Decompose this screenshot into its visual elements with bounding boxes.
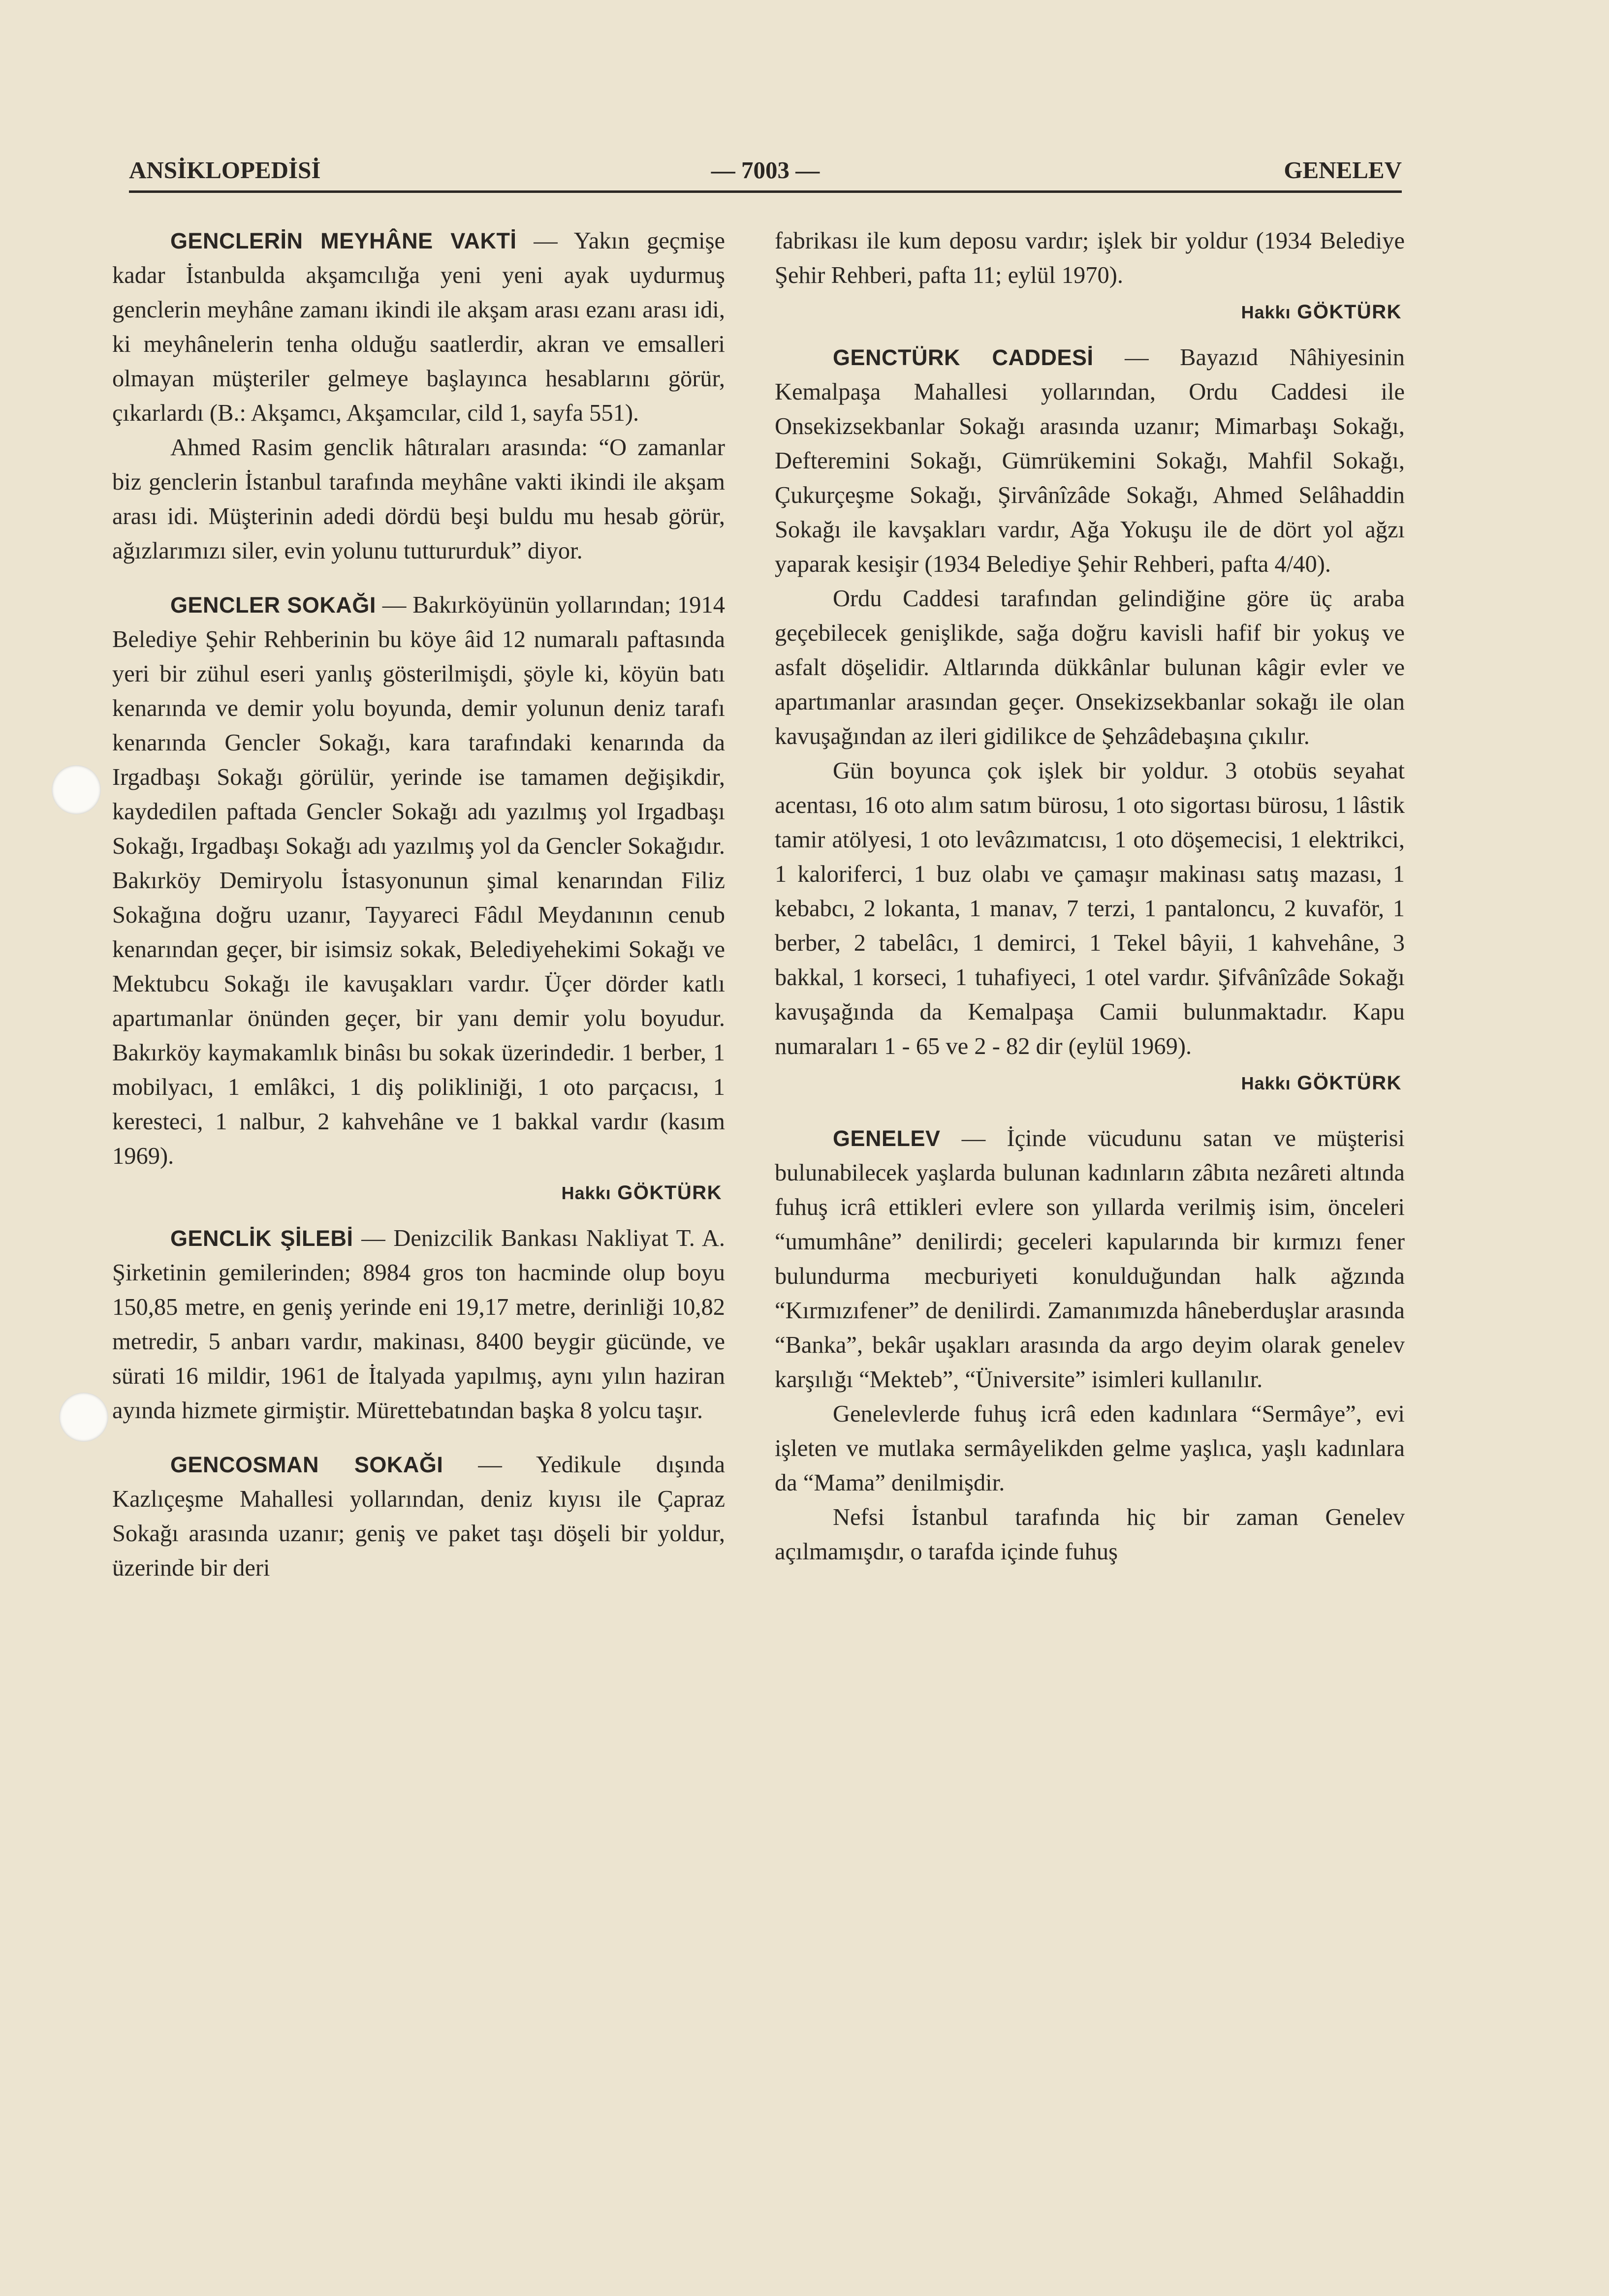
entry-text: — Bakırköyünün yollarından; 1914 Belediye Şehir Rehberinin bu köye âid 12 numaralı paftasında yeri bir zühul eseri yanlış gösterilmişdi, şöyle ki, köyün batı kenarında ve demir yolu boyunda, demir yolunun deniz tarafı kenarında Gencler Sokağı, kara tarafındaki kenarında da Irgadbaşı Sokağı görülür, yerinde ise tamamen değişikdir, kaydedilen paftada Gencler Sokağı adı yazılmış yol Irgadbaşı Sokağı, Irgadbaşı Sokağı adı yazılmış yol da Gencler Sokağıdır. Bakırköy Demiryolu İstasyonunun şimal kenarından Filiz Sokağına doğru uzanır, Tayyareci Fâdıl Meydanının cenub kenarından geçer, bir isimsiz sokak, Belediyehekimi Sokağı ve Mektubcu Sokağı ile kavuşakları vardır. Üçer dörder katlı apartımanlar önünden geçer, bir yanı demir yolu boyudur. Bakırköy kaymakamlık binâsı bu sokak üzerindedir. 1 berber, 1 mobilyacı, 1 emlâkci, 1 diş polikliniği, 1 oto parçacısı, 1 keresteci, 1 nalbur, 2 kahvehâne ve 1 bakkal vardır (kasım 1969). bbox=[112, 592, 725, 1169]
entry-gencosman-sokagi bbox=[112, 1448, 725, 1585]
headword: GENCLERİN MEYHÂNE VAKTİ bbox=[170, 228, 517, 253]
left-column bbox=[112, 224, 725, 1585]
entry-paragraph: Ordu Caddesi tarafından gelindiğine göre üç araba geçebilecek genişlikde, sağa doğru kavisli hafif bir yokuş ve asfalt döşelidir. Altlarında dükkânlar bulunan kâgir evler ve apartımanlar arasından geçer. Onsekizsekbanlar sokağı ile olan kavuşağından az ileri gidilikce de Şehzâdebaşına çıkılır. bbox=[775, 586, 1405, 749]
headword: GENCLER SOKAĞI bbox=[170, 592, 376, 618]
entry-paragraph: Nefsi İstanbul tarafında hiç bir zaman Genelev açılmamışdır, o tarafda içinde fuhuş bbox=[775, 1504, 1405, 1565]
entry-genclik-silebi bbox=[112, 1221, 725, 1428]
entry-text: fabrikası ile kum deposu vardır; işlek bir yoldur (1934 Belediye Şehir Rehberi, pafta 11; eylül 1970). bbox=[775, 228, 1405, 288]
headword: GENCTÜRK CADDESİ bbox=[833, 345, 1094, 370]
entry-genelev bbox=[775, 1121, 1405, 1569]
entry-paragraph: Genelevlerde fuhuş icrâ eden kadınlara “Sermâye”, evi işleten ve mutlaka sermâyelikden gelme yaşlıca, yaşlı kadınlara da “Mama” denilmişdir. bbox=[775, 1401, 1405, 1496]
header-title: ANSİKLOPEDİSİ bbox=[129, 156, 321, 184]
entry-text: — Yakın geçmişe kadar İstanbulda akşamcılığa yeni yeni ayak uydurmuş genclerin meyhâne zamanı ikindi ile akşam arası ezanı arası idi, ki meyhânelerin tenha olduğu saatlerdir, akran ve emsalleri olmayan müşteriler gelmeye başlayınca hesablarını görür, çıkarlardı (B.: Akşamcı, Akşamcılar, cild 1, sayfa 551). bbox=[112, 228, 726, 426]
entry-text: — İçinde vücudunu satan ve müşterisi bulunabilecek yaşlarda bulunan kadınların zâbıta nezâreti altında fuhuş icrâ ettikleri evlere son yıllarda verilmiş isim, önceleri “umumhâne” denilirdi; geceleri kapularında bir kırmızı fener bulundurma mecburiyeti konulduğundan halk ağzında “Kırmızıfener” de denilirdi. Zamanımızda hâneberduşlar arasında “Banka”, bekâr uşakları arasında da argo deyim olarak genelev karşılığı “Mekteb”, “Üniversite” isimleri kullanılır. bbox=[775, 1125, 1405, 1393]
headword: GENCLİK ŞİLEBİ bbox=[170, 1226, 353, 1251]
headword: GENCOSMAN SOKAĞI bbox=[170, 1452, 443, 1477]
entry-text: — Yedikule dışında Kazlıçeşme Mahallesi yollarından, deniz kıyısı ile Çapraz Sokağı arasında uzanır; geniş ve paket taşı döşeli bir yoldur, üzerinde bir deri bbox=[112, 1452, 725, 1581]
punch-hole-bottom bbox=[59, 1393, 108, 1442]
entry-paragraph: Gün boyunca çok işlek bir yoldur. 3 otobüs seyahat acentası, 16 oto alım satım bürosu, 1 oto sigortası bürosu, 1 lâstik tamir atölyesi, 1 oto levâzımatcısı, 1 oto döşemecisi, 1 elektrikci, 1 kaloriferci, 1 buz olabı ve çamaşır makinası satış mazası, 1 kebabcı, 2 lokanta, 1 manav, 7 terzi, 1 pantaloncu, 2 kuvaför, 1 berber, 2 tabelâcı, 1 demirci, 1 Tekel bâyii, 1 kahvehâne, 3 bakkal, 1 korseci, 1 tuhafiyeci, 1 otel vardır. Şifvânîzâde Sokağı kavuşağında da Kemalpaşa Camii bulunmaktadır. Kapu numaraları 1 - 65 ve 2 - 82 dir (eylül 1969). bbox=[775, 758, 1405, 1059]
entry-text: — Denizcilik Bankası Nakliyat T. A. Şirketinin gemilerinden; 8984 gros ton hacminde olup boyu 150,85 metre, en geniş yerinde eni 19,17 metre, derinliği 10,82 metredir, 5 anbarı vardır, makinası, 8400 beygir gücünde, ve sürati 16 mildir, 1961 de İtalyada yapılmış, aynı yılın haziran ayında hizmete girmiştir. Mürettebatından başka 8 yolcu taşır. bbox=[112, 1225, 725, 1424]
punch-hole-top bbox=[52, 765, 101, 814]
author-signature: Hakkı GÖKTÜRK bbox=[1241, 1072, 1402, 1094]
right-column bbox=[775, 224, 1405, 1569]
entry-paragraph: Ahmed Rasim genclik hâtıraları arasında: “O zamanlar biz genclerin İstanbul tarafında meyhâne vakti ikindi ile akşam arası idi. Müşterinin adedi dördü beşi buldu mu hesab görür, ağızlarımızı siler, evin yolunu tuttururduk” diyor. bbox=[112, 434, 725, 564]
page-number: — 7003 — bbox=[711, 156, 820, 184]
author-signature: Hakkı GÖKTÜRK bbox=[1241, 301, 1402, 323]
entry-gencosman-continued bbox=[775, 224, 1405, 330]
header-keyword: GENELEV bbox=[1284, 156, 1402, 184]
entry-gencturk-caddesi bbox=[775, 341, 1405, 1101]
entry-text: — Bayazıd Nâhiyesinin Kemalpaşa Mahallesi yollarından, Ordu Caddesi ile Onsekizsekbanlar Sokağı arasında uzanır; Mimarbaşı Sokağı, Defteremini Sokağı, Gümrükemini Sokağı, Mahfil Sokağı, Çukurçeşme Sokağı, Şirvânîzâde Sokağı, Ahmed Selâhaddin Sokağı ile kavşakları vardır, Ağa Yokuşu ile de dört yol ağzı yaparak kesişir (1934 Belediye Şehir Rehberi, pafta 4/40). bbox=[775, 344, 1405, 577]
author-signature: Hakkı GÖKTÜRK bbox=[561, 1182, 722, 1204]
entry-genclerin-meyhane-vakti bbox=[112, 224, 725, 568]
entry-gencler-sokagi bbox=[112, 588, 725, 1210]
header-rule bbox=[129, 190, 1402, 193]
headword: GENELEV bbox=[833, 1126, 941, 1151]
running-header bbox=[129, 150, 1402, 189]
